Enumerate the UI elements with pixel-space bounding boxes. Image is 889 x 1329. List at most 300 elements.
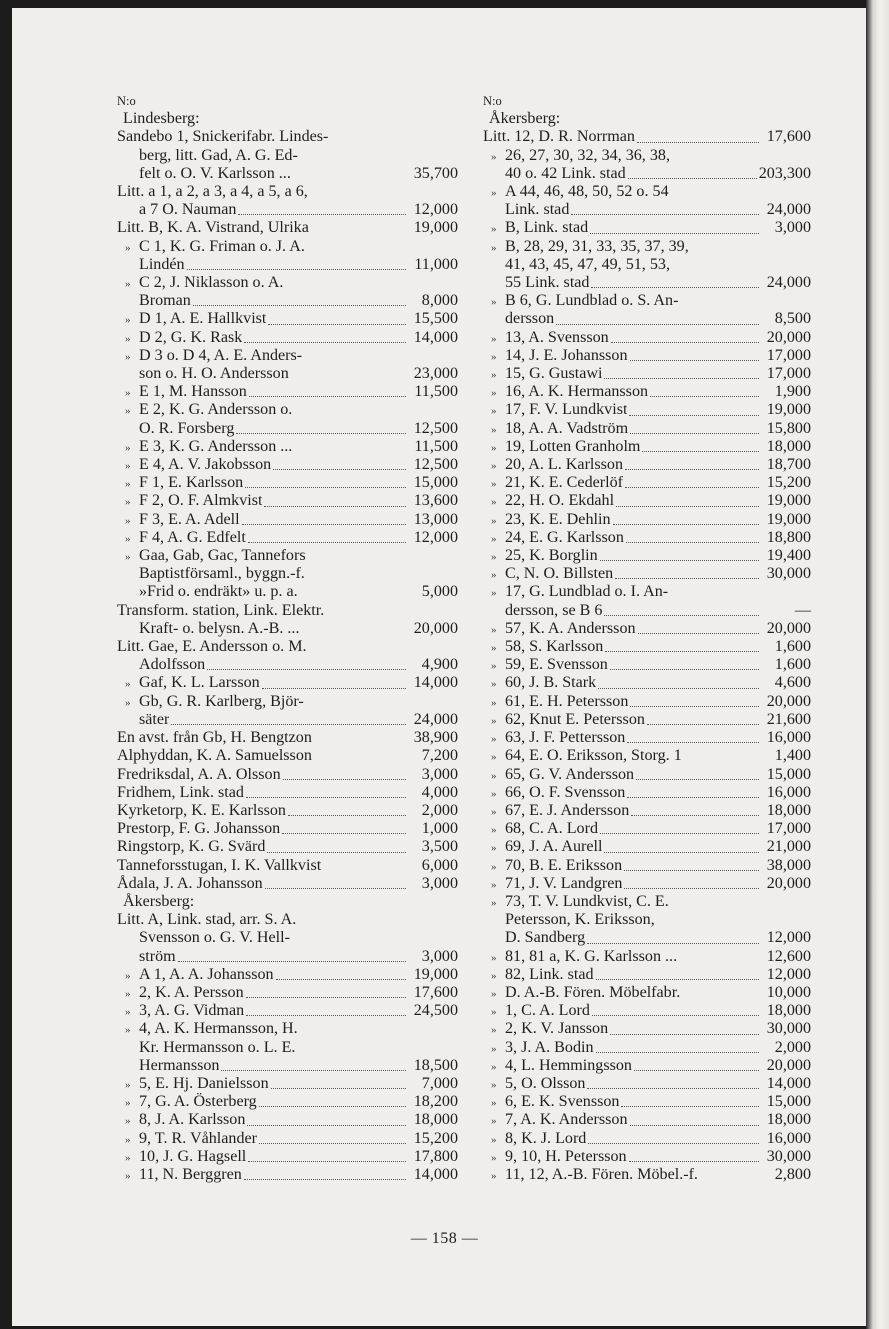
entry-text: 71, J. V. Landgren [505, 874, 623, 892]
dot-leader [630, 1125, 760, 1126]
entry-text: Ringstorp, K. G. Svärd [117, 838, 266, 856]
entry-line [483, 492, 811, 510]
ditto-mark: » [491, 551, 497, 564]
entry-text: Fridhem, Link. stad [117, 783, 244, 801]
dot-leader [637, 142, 759, 143]
dot-leader [642, 451, 759, 452]
entry-text: D 1, A. E. Hallkvist [139, 310, 267, 328]
ditto-mark: » [125, 1133, 131, 1146]
entry-value: 15,000 [413, 474, 458, 492]
entry-text: Litt. a 1, a 2, a 3, a 4, a 5, a 6, [117, 183, 308, 200]
entry-text: Prestorp, F. G. Johansson [117, 820, 281, 838]
entry-value: 16,000 [766, 1129, 811, 1147]
entry-text: 41, 43, 45, 47, 49, 51, 53, [505, 255, 670, 273]
entry-text: 13, A. Svensson [505, 328, 609, 346]
ditto-mark: » [125, 441, 131, 454]
entry-line [483, 383, 811, 401]
ditto-mark: » [491, 1169, 497, 1182]
entry-line [483, 929, 811, 947]
dot-leader [630, 706, 759, 707]
entry-line [117, 638, 458, 656]
entry-text: Transform. station, Link. Elektr. [117, 601, 325, 619]
entry-text: 61, E. H. Petersson [505, 692, 629, 710]
ditto-mark: » [491, 678, 497, 691]
ditto-mark: » [491, 296, 497, 309]
entry-value: 5,000 [421, 583, 458, 601]
ditto-mark: » [125, 241, 131, 254]
entry-value: 10,000 [766, 983, 811, 1001]
entry-line [117, 329, 458, 347]
entry-line [117, 420, 458, 438]
entry-text: D. Sandberg [505, 929, 586, 947]
ditto-mark: » [491, 769, 497, 782]
entry-text: 73, T. V. Lundkvist, C. E. [505, 892, 669, 910]
entry-text: 64, E. O. Eriksson, Storg. 1 [505, 747, 682, 765]
entry-value: 17,000 [766, 365, 811, 383]
entry-text: A 44, 46, 48, 50, 52 o. 54 [505, 183, 669, 200]
dot-leader [265, 888, 406, 889]
entry-line [483, 802, 811, 820]
entry-value: 20,000 [413, 619, 458, 637]
ditto-mark: » [491, 733, 497, 746]
entry-line [117, 1020, 458, 1038]
dot-leader [605, 651, 759, 652]
entry-line [483, 620, 811, 638]
ditto-mark: » [125, 314, 131, 327]
entry-line [483, 201, 811, 219]
dot-leader [598, 688, 759, 689]
dot-leader [245, 487, 406, 488]
entry-text: B, Link. stad [505, 219, 589, 237]
entry-line [117, 875, 458, 893]
column-header-no: N:o [117, 94, 136, 108]
entry-text: Svensson o. G. V. Hell- [139, 929, 290, 947]
ditto-mark: » [125, 1078, 131, 1091]
ditto-mark: » [125, 1115, 131, 1128]
entry-text: 81, 81 a, K. G. Karlsson ... [505, 947, 678, 965]
entry-value: 20,000 [766, 692, 811, 710]
entry-line [483, 401, 811, 419]
ditto-mark: » [125, 532, 131, 545]
entry-text: »Frid o. endräkt» u. p. a. [139, 583, 298, 601]
entry-line [117, 456, 458, 474]
dot-leader [571, 214, 759, 215]
entry-line [483, 638, 811, 656]
entry-text: 4, A. K. Hermansson, H. [139, 1020, 298, 1038]
dot-leader [630, 433, 759, 434]
entry-line [483, 875, 811, 893]
entry-line [483, 529, 811, 547]
entry-text: 6, E. K. Svensson [505, 1093, 620, 1111]
entry-line [117, 547, 458, 565]
entry-value: 14,000 [413, 328, 458, 346]
dot-leader [259, 1143, 406, 1144]
entry-text: A 1, A. A. Johansson [139, 965, 274, 983]
dot-leader [627, 797, 759, 798]
entry-line [483, 1075, 811, 1093]
dot-leader [288, 815, 406, 816]
entry-line [117, 401, 458, 419]
entry-text: Baptistförsaml., byggn.-f. [139, 565, 305, 583]
entry-value: 19,000 [766, 492, 811, 510]
entry-line [483, 693, 811, 711]
entry-text: C 2, J. Niklasson o. A. [139, 274, 284, 292]
entry-text: 8, K. J. Lord [505, 1129, 587, 1147]
entry-value: 1,400 [774, 747, 811, 765]
entry-text: 1, C. A. Lord [505, 1002, 590, 1020]
entry-line [117, 183, 458, 201]
entry-text: Gaa, Gab, Gac, Tannefors [139, 547, 306, 565]
entry-text: Kyrketorp, K. E. Karlsson [117, 801, 286, 819]
dot-leader [259, 1106, 406, 1107]
entry-line [483, 583, 811, 601]
section-heading [117, 893, 458, 911]
entry-value: 15,800 [766, 419, 811, 437]
dot-leader [615, 578, 759, 579]
ditto-mark: » [125, 1097, 131, 1110]
entry-value: 8,500 [774, 310, 811, 328]
dot-leader [238, 214, 406, 215]
entry-value: 12,600 [766, 947, 811, 965]
dot-leader [624, 870, 759, 871]
entry-text: Ådala, J. A. Johansson [117, 874, 263, 892]
entry-text: 5, E. Hj. Danielsson [139, 1074, 269, 1092]
dot-leader [273, 469, 406, 470]
ditto-mark: » [491, 660, 497, 673]
entry-value: 13,600 [413, 492, 458, 510]
entry-value: 20,000 [766, 328, 811, 346]
entry-value: 19,000 [413, 219, 458, 237]
ditto-mark: » [491, 1024, 497, 1037]
entry-text: Alphyddan, K. A. Samuelsson [117, 747, 312, 765]
entry-line [117, 238, 458, 256]
entry-line [117, 784, 458, 802]
dot-leader [244, 342, 406, 343]
dot-leader [246, 1015, 406, 1016]
entry-line [483, 274, 811, 292]
dot-leader [262, 688, 406, 689]
dot-leader [636, 779, 759, 780]
entry-value: 18,000 [766, 1111, 811, 1129]
entry-line [483, 729, 811, 747]
entry-value: 15,000 [766, 765, 811, 783]
entry-line [117, 256, 458, 274]
entry-value: 15,200 [766, 474, 811, 492]
entry-line [483, 565, 811, 583]
entry-value: 12,500 [413, 456, 458, 474]
entry-line [483, 256, 811, 274]
entry-text: dersson, se B 6 [505, 601, 603, 619]
heading-text: Lindesberg: [123, 110, 200, 128]
ditto-mark: » [125, 514, 131, 527]
entry-line [117, 347, 458, 365]
entry-line [117, 1002, 458, 1020]
entry-value: 6,000 [421, 856, 458, 874]
entry-line [117, 620, 458, 638]
page-number: — 158 — [410, 1230, 479, 1247]
entry-text: 59, E. Svensson [505, 656, 608, 674]
ditto-mark: » [491, 223, 497, 236]
entry-line [117, 492, 458, 510]
ditto-mark: » [491, 150, 497, 163]
entry-line [117, 948, 458, 966]
entry-text: 5, O. Olsson [505, 1074, 586, 1092]
entry-value: 203,300 [758, 164, 811, 182]
entry-line [483, 310, 811, 328]
entry-line [117, 1093, 458, 1111]
ditto-mark: » [491, 842, 497, 855]
entry-value: 14,000 [413, 1165, 458, 1183]
entry-line [483, 1148, 811, 1166]
entry-text: D. A.-B. Fören. Möbelfabr. [505, 983, 681, 1001]
dot-leader [207, 669, 406, 670]
entry-line [483, 128, 811, 146]
ditto-mark: » [491, 350, 497, 363]
dot-leader [647, 724, 759, 725]
entry-line [117, 984, 458, 1002]
ditto-mark: » [491, 1060, 497, 1073]
left-column [117, 92, 458, 1184]
entry-value: 24,500 [413, 1002, 458, 1020]
entry-text: E 4, A. V. Jakobsson [139, 456, 272, 474]
entry-value: 19,000 [766, 510, 811, 528]
entry-text: 3, J. A. Bodin [505, 1038, 594, 1056]
entry-value: 11,500 [414, 437, 458, 455]
entry-line [117, 966, 458, 984]
ditto-mark: » [491, 1151, 497, 1164]
entry-value: 15,000 [766, 1093, 811, 1111]
dot-leader [591, 287, 759, 288]
ditto-mark: » [125, 278, 131, 291]
ditto-mark: » [491, 1097, 497, 1110]
dot-leader [627, 742, 759, 743]
right-column [483, 92, 811, 1184]
entry-line [117, 565, 458, 583]
entry-value: 24,000 [766, 274, 811, 292]
entry-value: 18,000 [766, 437, 811, 455]
entry-line [483, 292, 811, 310]
dot-leader [610, 669, 759, 670]
entry-line [117, 165, 458, 183]
entry-line [483, 711, 811, 729]
entry-value: 3,000 [421, 947, 458, 965]
entry-text: 70, B. E. Eriksson [505, 856, 623, 874]
entry-text: 26, 27, 30, 32, 34, 36, 38, [505, 146, 670, 164]
ditto-mark: » [491, 441, 497, 454]
entry-text: Sandebo 1, Snickerifabr. Lindes- [117, 128, 329, 146]
ditto-mark: » [125, 1169, 131, 1182]
entry-text: Hermansson [139, 1056, 220, 1074]
dot-leader [611, 342, 759, 343]
entry-text: 69, J. A. Aurell [505, 838, 603, 856]
dot-leader [187, 269, 406, 270]
entry-value: 2,000 [774, 1038, 811, 1056]
entry-line [117, 711, 458, 729]
entry-text: Kraft- o. belysn. A.-B. ... [139, 619, 300, 637]
entry-text: D 3 o. D 4, A. E. Anders- [139, 346, 303, 364]
entry-text: 10, J. G. Hagsell [139, 1147, 247, 1165]
ditto-mark: » [491, 514, 497, 527]
heading-text: Åkersberg: [123, 892, 195, 910]
entry-value: 30,000 [766, 565, 811, 583]
entry-text: 57, K. A. Andersson [505, 619, 636, 637]
entry-line [117, 857, 458, 875]
ditto-mark: » [491, 987, 497, 1000]
entry-value: 1,600 [774, 656, 811, 674]
entry-value: 7,000 [421, 1074, 458, 1092]
entry-text: Fredriksdal, A. A. Olsson [117, 765, 281, 783]
entry-text: Litt. B, K. A. Vistrand, Ulrika [117, 219, 309, 237]
ditto-mark: » [491, 1115, 497, 1128]
entry-line [117, 656, 458, 674]
entry-text: Litt. 12, D. R. Norrman [483, 128, 635, 146]
entry-line [483, 329, 811, 347]
entry-value: 18,500 [413, 1056, 458, 1074]
entry-line [483, 1130, 811, 1148]
entry-value: 13,000 [413, 510, 458, 528]
entry-line [483, 838, 811, 856]
entry-text: Gb, G. R. Karlberg, Björ- [139, 692, 304, 710]
dot-leader [625, 487, 759, 488]
ditto-mark: » [491, 569, 497, 582]
entry-value: 12,000 [413, 201, 458, 219]
entry-value: 17,000 [766, 820, 811, 838]
entry-value: 14,000 [413, 674, 458, 692]
entry-text: E 2, K. G. Andersson o. [139, 401, 293, 419]
dot-leader [264, 506, 406, 507]
dot-leader [626, 542, 759, 543]
dot-leader [596, 979, 759, 980]
ditto-mark: » [125, 678, 131, 691]
entry-line [483, 547, 811, 565]
dot-leader [178, 961, 406, 962]
ditto-mark: » [491, 1006, 497, 1019]
entry-line [483, 365, 811, 383]
ditto-mark: » [491, 696, 497, 709]
entry-line [483, 1002, 811, 1020]
entry-text: 18, A. A. Vadström [505, 419, 629, 437]
entry-text: 2, K. A. Persson [139, 983, 244, 1001]
entry-line [117, 1057, 458, 1075]
entry-text: Broman [139, 292, 191, 310]
entry-text: Gaf, K. L. Larsson [139, 674, 260, 692]
entry-value: 17,800 [413, 1147, 458, 1165]
entry-line [117, 201, 458, 219]
entry-line [483, 1039, 811, 1057]
entry-value: 2,000 [421, 801, 458, 819]
entry-text: 15, G. Gustawi [505, 365, 603, 383]
entry-value: 30,000 [766, 1147, 811, 1165]
dot-leader [171, 724, 406, 725]
entry-value: 1,000 [421, 820, 458, 838]
entry-value: 1,900 [774, 383, 811, 401]
ditto-mark: » [491, 405, 497, 418]
entry-line [117, 1039, 458, 1057]
dot-leader [604, 852, 759, 853]
entry-text: 55 Link. stad [505, 274, 590, 292]
entry-text: C 1, K. G. Friman o. J. A. [139, 237, 305, 255]
dot-leader [613, 524, 760, 525]
dot-leader [629, 1161, 759, 1162]
entry-text: 68, C. A. Lord [505, 820, 598, 838]
entry-value: 18,000 [766, 1002, 811, 1020]
ditto-mark: » [491, 642, 497, 655]
entry-line [483, 984, 811, 1002]
dot-leader [628, 178, 757, 179]
dot-leader [282, 833, 406, 834]
entry-line [483, 238, 811, 256]
entry-line [117, 274, 458, 292]
dot-leader [604, 615, 759, 616]
entry-line [483, 219, 811, 237]
entry-value: 15,500 [413, 310, 458, 328]
entry-text: 4, L. Hemmingsson [505, 1056, 632, 1074]
entry-text: 21, K. E. Cederlöf [505, 474, 623, 492]
entry-value: 17,600 [413, 983, 458, 1001]
entry-text: Tanneforsstugan, I. K. Vallkvist [117, 856, 322, 874]
entry-value: 14,000 [766, 1074, 811, 1092]
dot-leader [592, 1015, 759, 1016]
entry-text: 60, J. B. Stark [505, 674, 597, 692]
entry-text: E 3, K. G. Andersson ... [139, 437, 293, 455]
entry-value: 16,000 [766, 783, 811, 801]
dot-leader [631, 815, 759, 816]
entry-text: dersson [505, 310, 555, 328]
entry-text: 67, E. J. Andersson [505, 801, 630, 819]
entry-text: Link. stad [505, 201, 570, 219]
entry-value: 30,000 [766, 1020, 811, 1038]
entry-value: 18,700 [766, 456, 811, 474]
entry-value: 12,000 [766, 929, 811, 947]
dot-leader [248, 542, 406, 543]
entry-text: 17, F. V. Lundkvist [505, 401, 628, 419]
ditto-mark: » [491, 751, 497, 764]
ditto-mark: » [125, 696, 131, 709]
ditto-mark: » [491, 332, 497, 345]
entry-value: 35,700 [413, 164, 458, 182]
entry-text: F 2, O. F. Almkvist [139, 492, 263, 510]
entry-line [483, 766, 811, 784]
dot-leader [268, 324, 406, 325]
entry-value: 3,000 [774, 219, 811, 237]
entry-text: Adolfsson [139, 656, 206, 674]
dot-leader [624, 888, 759, 889]
entry-text: 40 o. 42 Link. stad [505, 164, 626, 182]
dot-leader [276, 979, 406, 980]
entry-value: 19,000 [766, 401, 811, 419]
entry-line [483, 438, 811, 456]
entry-line [117, 474, 458, 492]
entry-text: F 1, E. Karlsson [139, 474, 244, 492]
entry-text: 8, J. A. Karlsson [139, 1111, 246, 1129]
dot-leader [271, 1088, 406, 1089]
entry-line [483, 147, 811, 165]
entry-text: 24, E. G. Karlsson [505, 528, 624, 546]
entry-line [117, 747, 458, 765]
entry-text: 17, G. Lundblad o. I. An- [505, 583, 669, 601]
ditto-mark: » [125, 496, 131, 509]
entry-text: 19, Lotten Granholm [505, 437, 641, 455]
ditto-mark: » [125, 969, 131, 982]
entry-text: 14, J. E. Johansson [505, 346, 628, 364]
entry-text: 65, G. V. Andersson [505, 765, 635, 783]
ditto-mark: » [125, 405, 131, 418]
dot-leader [221, 1070, 406, 1071]
entry-value: 17,000 [766, 346, 811, 364]
entry-line [117, 383, 458, 401]
ditto-mark: » [491, 387, 497, 400]
entry-value: 4,600 [774, 674, 811, 692]
